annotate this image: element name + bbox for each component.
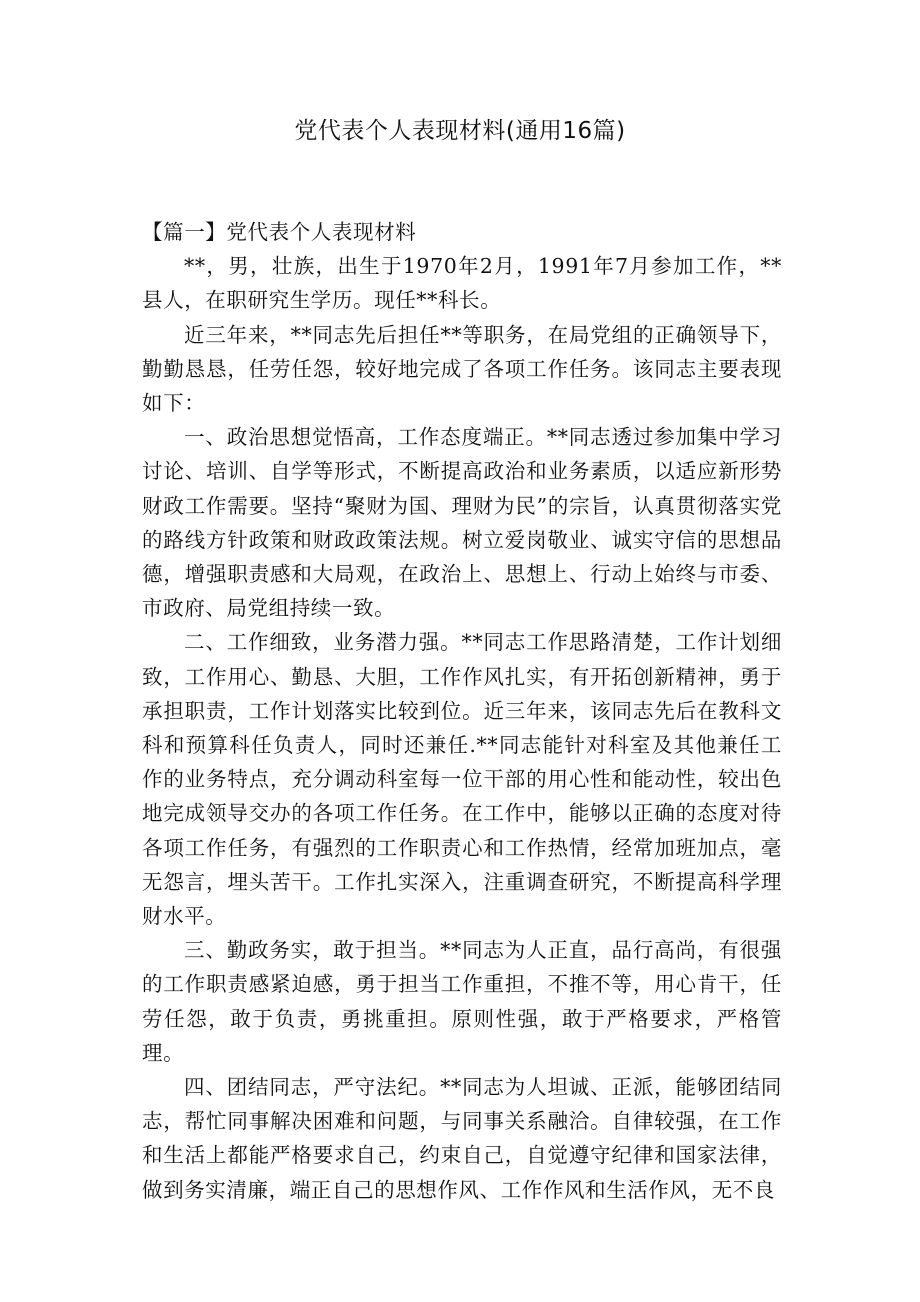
paragraph-diligence: 三、勤政务实，敢于担当。**同志为人正直，品行高尚，有很强的工作职责感紧迫感，勇于担当工作重担，不推不等，用心肯干，任劳任怨，敢于负责，勇挑重担。原则性强，敢于严格要求，严格管理。 — [142, 938, 782, 1065]
paragraph-work-ability: 二、工作细致，业务潜力强。**同志工作思路清楚，工作计划细致，工作用心、勤恳、大胆，工作作风扎实，有开拓创新精神，勇于承担职责，工作计划落实比较到位。近三年来，该同志先后在教科文科和预算科任负责人，同时还兼任.**同志能针对科室及其他兼任工作的业务特点，充分调动科室每一位干部的用心性和能动性，较出色地完成领导交办的各项工作任务。在工作中，能够以正确的态度对待各项工作任务，有强烈的工作职责心和工作热情，经常加班加点，毫无怨言，埋头苦干。工作扎实深入，注重调查研究，不断提高科学理财水平。 — [142, 630, 782, 929]
paragraph-personal-info: **，男，壮族，出生于1970年2月，1991年7月参加工作，**县人，在职研究生学历。现任**科长。 — [142, 254, 782, 313]
document-body — [142, 215, 782, 1207]
document-title: 党代表个人表现材料(通用16篇) — [294, 118, 626, 144]
section-heading: 【篇一】党代表个人表现材料 — [142, 220, 417, 244]
paragraph-political-awareness: 一、政治思想觉悟高，工作态度端正。**同志透过参加集中学习讨论、培训、自学等形式，不断提高政治和业务素质，以适应新形势财政工作需要。坚持“聚财为国、理财为民”的宗旨，认真贯彻落实党的路线方针政策和财政政策法规。树立爱岗敬业、诚实守信的思想品德，增强职责感和大局观，在政治上、思想上、行动上始终与市委、市政府、局党组持续一致。 — [142, 425, 782, 621]
paragraph-discipline: 四、团结同志，严守法纪。**同志为人坦诚、正派，能够团结同志，帮忙同事解决困难和问题，与同事关系融洽。自律较强，在工作和生活上都能严格要求自己，约束自己，自觉遵守纪律和国家法律，做到务实清廉，端正自己的思想作风、工作作风和生活作风，无不良 — [142, 1075, 782, 1202]
paragraph-overview: 近三年来，**同志先后担任**等职务，在局党组的正确领导下，勤勤恳恳，任劳任怨，较好地完成了各项工作任务。该同志主要表现如下： — [142, 322, 782, 416]
